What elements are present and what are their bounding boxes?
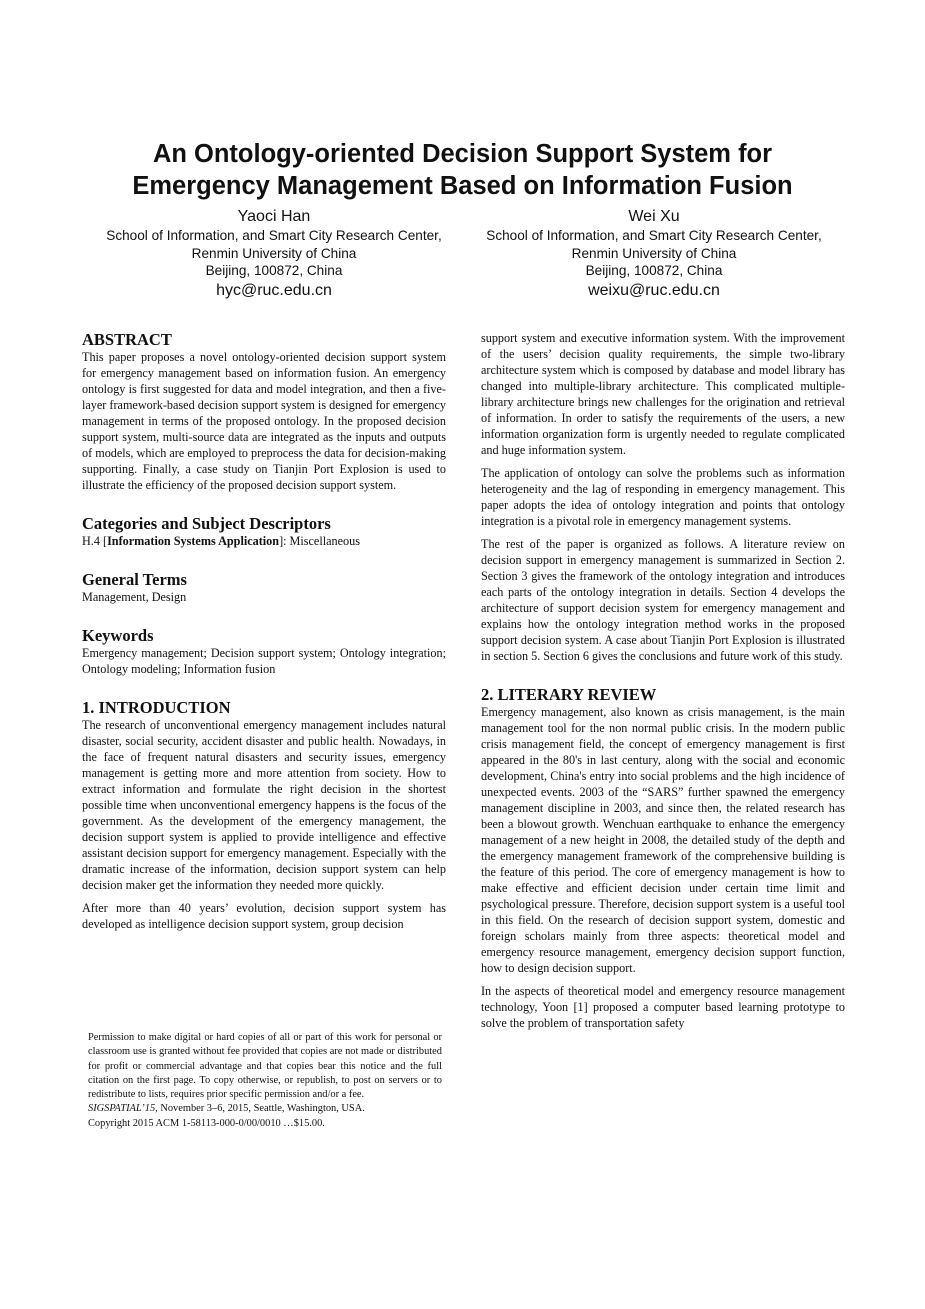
introduction-paragraph-1: The research of unconventional emergency management includes natural disaster, social security, accident disaster and public health. Nowadays, in the face of frequent natural disasters and security issues, emergency management is getting more and more attention from society. How to extract information and formulate the right decision in the shortest possible time when unconventional emergency happens is the focus of the government. As the development of the emergency management, the decision support system is applied to provide intelligence and effective assistant decision support for emergency management. Especially with the dramatic increase of the information, decision support system can help decision maker get the information they needed more quickly.: [82, 718, 446, 892]
right-column: [481, 330, 845, 1031]
author-name: Yaoci Han: [237, 208, 311, 225]
categories-bold: Information Systems Application: [107, 534, 280, 548]
literary-review-paragraph-1: Emergency management, also known as crisis management, is the main management tool for the non normal public crisis. In the modern public crisis management field, the concept of emergency management is first appeared in the 80's in last century, along with the social and economic development, China's entry into social problems and the high incidence of unexpected events. 2003 of the “SARS” further spawned the emergency management discipline in 2003, and since then, the related research has been a blowout growth. Wenchuan earthquake to enhance the emergency management of a new height in 2008, the detailed study of the depth and the emergency management framework of the comprehensive building is the feature of this period. The core of emergency management is how to make effective and efficient decision under certain time limit and psychological pressure. Therefore, decision support system is a useful tool in this field. On the research of decision support system, domestic and foreign scholars mainly from three aspects: theoretical model and emergency resource management, emergency decision support function, how to design decision support.: [481, 705, 845, 975]
abstract-text: This paper proposes a novel ontology-oriented decision support system for emergency management based on information fusion. An emergency ontology is first suggested for data and model integration, and then a five-layer framework-based decision support system is designed for emergency management in terms of the proposed ontology. In the proposed decision support system, multi-source data are integrated as the inputs and outputs of models, which are employed to preprocess the data for decision-making supporting. Finally, a case study on Tianjin Port Explosion is used to illustrate the efficiency of the proposed decision support system.: [82, 350, 446, 492]
title-line-2: Emergency Management Based on Information Fusion: [132, 172, 793, 200]
general-terms-heading: General Terms: [82, 570, 187, 589]
author-affiliation: School of Information, and Smart City Research Center,: [486, 228, 822, 243]
categories-code: H.4 [: [82, 534, 108, 548]
introduction-paragraph-5: The rest of the paper is organized as follows. A literature review on decision support in emergency management is summarized in Section 2. Section 3 gives the framework of the ontology integration and introduces each parts of the ontology integration in details. Section 4 develops the architecture of support decision system for emergency management and explains how the ontology integration method works in the proposed support decision system. A case about Tianjin Port Explosion is illustrated in section 5. Section 6 gives the conclusions and future work of this study.: [481, 537, 845, 663]
author-affiliation: Beijing, 100872, China: [585, 263, 723, 278]
keywords-heading: Keywords: [82, 626, 154, 645]
author-block-1: [80, 206, 468, 301]
categories-heading: Categories and Subject Descriptors: [82, 514, 331, 533]
copyright-line: Copyright 2015 ACM 1-58113-000-0/00/0010 …$15.00.: [88, 1117, 325, 1129]
author-affiliation: Renmin University of China: [571, 245, 737, 261]
introduction-heading: 1. INTRODUCTION: [82, 698, 231, 717]
author-email: hyc@ruc.edu.cn: [216, 281, 332, 299]
author-affiliation: Renmin University of China: [191, 245, 357, 261]
paper-title: [60, 138, 865, 202]
title-line-1: An Ontology-oriented Decision Support System for: [152, 140, 773, 168]
permission-text: Permission to make digital or hard copies of all or part of this work for personal or classroom use is granted without fee provided that copies are not made or distributed for profit or commercial advantage and that copies bear this notice and the full citation on the first page. To copy otherwise, or republish, to post on servers or to redistribute to lists, requires prior specific permission and/or a fee.: [88, 1032, 442, 1101]
author-block-2: [462, 206, 846, 301]
keywords-text: Emergency management; Decision support system; Ontology integration; Ontology modeling; Information fusion: [82, 646, 446, 676]
introduction-paragraph-2: After more than 40 years’ evolution, decision support system has developed as intelligence decision support system, group decision: [82, 901, 446, 931]
venue-details: , November 3–6, 2015, Seattle, Washington, USA.: [155, 1103, 365, 1115]
categories-rest: ]: Miscellaneous: [279, 534, 360, 548]
permission-notice: [88, 1031, 442, 1131]
categories-text: [82, 533, 446, 549]
introduction-paragraph-4: The application of ontology can solve the problems such as information heterogeneity and the lag of responding in emergency management. This paper adopts the idea of ontology integration and points that ontology integration is a pivotal role in emergency management systems.: [481, 466, 845, 528]
author-affiliation: School of Information, and Smart City Research Center,: [106, 228, 442, 243]
general-terms-text: Management, Design: [82, 590, 187, 604]
left-column: [82, 330, 446, 932]
author-name: Wei Xu: [628, 208, 680, 225]
literary-review-heading: 2. LITERARY REVIEW: [481, 685, 657, 704]
author-email: weixu@ruc.edu.cn: [588, 281, 720, 299]
introduction-paragraph-3: support system and executive information system. With the improvement of the users’ decision quality requirements, the simple two-library architecture system which is composed by database and model library has changed into multiple-library architecture. This complicated multiple-library architecture brings new challenges for the origination and retrieval of information. In order to satisfy the requirements of the users, a new information organization form is urgently needed to regulate complicated and huge information system.: [481, 331, 845, 457]
abstract-heading: ABSTRACT: [82, 330, 172, 349]
venue-name: SIGSPATIAL’15: [88, 1103, 156, 1115]
literary-review-paragraph-2: In the aspects of theoretical model and emergency resource management technology, Yoon [1] proposed a computer based learning prototype to solve the problem of transportation safety: [481, 984, 845, 1030]
author-affiliation: Beijing, 100872, China: [205, 263, 343, 278]
